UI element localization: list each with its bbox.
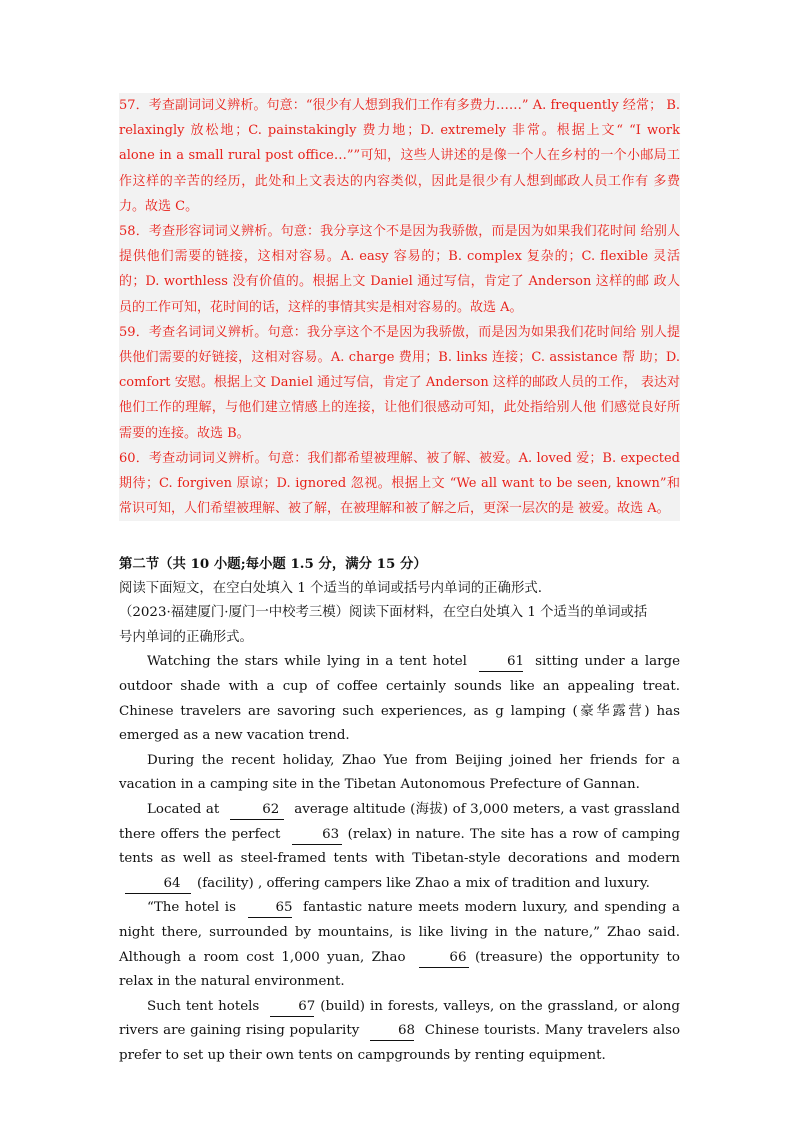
blank-64[interactable]: 64 (125, 875, 191, 894)
blank-68[interactable]: 68 (370, 1022, 414, 1041)
answer-line: 作这样的辛苦的经历，此处和上文表达的内容类似，因此是很少有人想到邮政人员工作有 (119, 173, 649, 189)
answer-line: 灵活的；D. worthless 没有价值的。根据上文 Daniel 通过写信，肯定了 Anderson 这样的邮 (119, 249, 680, 290)
blank-67[interactable]: 67 (270, 998, 314, 1017)
section-two (119, 552, 680, 1068)
answer-line: 57．考查副词词义辨析。句意：“很少有人想到我们工作有多费力……” A. frequently 经常； (119, 98, 663, 113)
passage-text: (facility) , offering campers like Zhao a mix of tradition and luxury. (197, 875, 650, 891)
answer-line: known”和常识可知，人们希望被理解、被了解，在被理解和被了解之后，更深一层次的是 (119, 476, 680, 517)
blank-65[interactable]: 65 (248, 899, 292, 918)
answer-line: 多费力。故选 C。 (119, 173, 680, 214)
answer-explanations (119, 93, 680, 521)
answer-line: alone in a small rural post office…””可知，这些人讲述的是像一个人在乡村的一个小邮局工 (119, 148, 680, 164)
answer-line: 59．考查名词词义辨析。句意：我分享这个不是因为我骄傲，而是因为如果我们花时间给 (119, 324, 637, 340)
passage-text: average altitude (海拔) of 3,000 meters, a vast grassland there offers the perfect (119, 801, 680, 842)
passage-paragraph-3 (119, 798, 680, 896)
answer-line: 60．考查动词词义辨析。句意：我们都希望被理解、被了解、被爱。A. loved 爱；B. (119, 450, 617, 466)
section-instruction: 阅读下面短文，在空白处填入 1 个适当的单词或括号内单词的正确形式. (119, 580, 543, 596)
answer-line: expected 期待；C. forgiven 原谅；D. ignored 忽视。根据上文 “We all want to be seen, (119, 450, 680, 492)
answer-line: 政人员的工作可知，花时间的话，这样的事情其实是相对容易的。故选 A。 (119, 274, 680, 315)
passage-text: Chinese tourists. Many travelers also prefer to set up their own tents on campgrounds by renting equipment. (119, 1023, 681, 1063)
passage-text: sitting under a large outdoor shade with a cup of coffee certainly sounds like an appealing treat. Chinese travelers are savoring such experiences, as g lamping (豪华露营) has emerged as a new vacation trend. (119, 654, 680, 744)
answer-57 (119, 93, 680, 219)
answer-line: 给别人提供他们需要的链接，这相对容易。A. easy 容易的；B. complex 复杂的；C. flexible (119, 224, 680, 265)
blank-61[interactable]: 61 (479, 653, 523, 672)
answer-line: 58．考查形容词词义辨析。句意：我分享这个不是因为我骄傲，而是因为如果我们花时间 (119, 224, 637, 240)
source-line: 号内单词的正确形式。 (119, 629, 253, 645)
answer-line: 表达对他们工作的理解，与他们建立情感上的连接，让他们很感动可知，此处指给别人他 (119, 375, 680, 416)
answer-line: B. relaxingly 放松地；C. painstakingly 费力地；D. extremely 非常。根据上文“ “I work (119, 98, 680, 139)
blank-66[interactable]: 66 (419, 949, 469, 968)
passage-text: “The hotel is (147, 900, 236, 916)
passage-text: fantastic nature meets modern luxury, and spending a night there, surrounded by mountains, is like living in the nature,” Zhao said. Although a room cost 1,000 yuan, Zhao (119, 900, 680, 965)
blank-63[interactable]: 63 (292, 826, 342, 845)
answer-60 (119, 446, 680, 522)
answer-line: 们感觉良好所需要的连接。故选 B。 (119, 400, 680, 441)
answer-58 (119, 219, 680, 320)
passage-paragraph-2: During the recent holiday, Zhao Yue from Beijing joined her friends for a vacation in a camping site in the Tibetan Autonomous Prefecture of Gannan. (119, 752, 680, 793)
passage-text: (relax) in nature. The site has a row of camping tents as well as steel-framed tents with Tibetan-style decorations and modern (119, 826, 680, 867)
passage-paragraph-4 (119, 896, 680, 994)
passage-paragraph-5 (119, 995, 680, 1069)
blank-62[interactable]: 62 (230, 801, 284, 820)
passage-text: Located at (147, 801, 220, 817)
passage-text: Such tent hotels (147, 998, 260, 1014)
section-title: 第二节（共 10 小题;每小题 1.5 分，满分 15 分） (119, 556, 427, 572)
passage-text: Watching the stars while lying in a tent hotel (147, 654, 467, 670)
answer-line: 助；D. comfort 安慰。根据上文 Daniel 通过写信，肯定了 Anderson 这样的邮政人员的工作， (119, 350, 680, 391)
source-line: （2023·福建厦门·厦门一中校考三模）阅读下面材料，在空白处填入 1 个适当的单词或括 (119, 605, 648, 621)
answer-line: 别人提供他们需要的好链接，这相对容易。A. charge 费用；B. links 连接；C. assistance 帮 (119, 324, 680, 366)
answer-59 (119, 320, 680, 446)
answer-line: 被爱。故选 A。 (578, 501, 670, 517)
source-note (119, 601, 680, 650)
passage-text: (build) in forests, valleys, on the grassland, or along rivers are gaining rising popularity (119, 998, 680, 1039)
passage-text: (treasure) the opportunity to relax in the natural environment. (119, 949, 680, 990)
passage-paragraph-1 (119, 650, 680, 748)
